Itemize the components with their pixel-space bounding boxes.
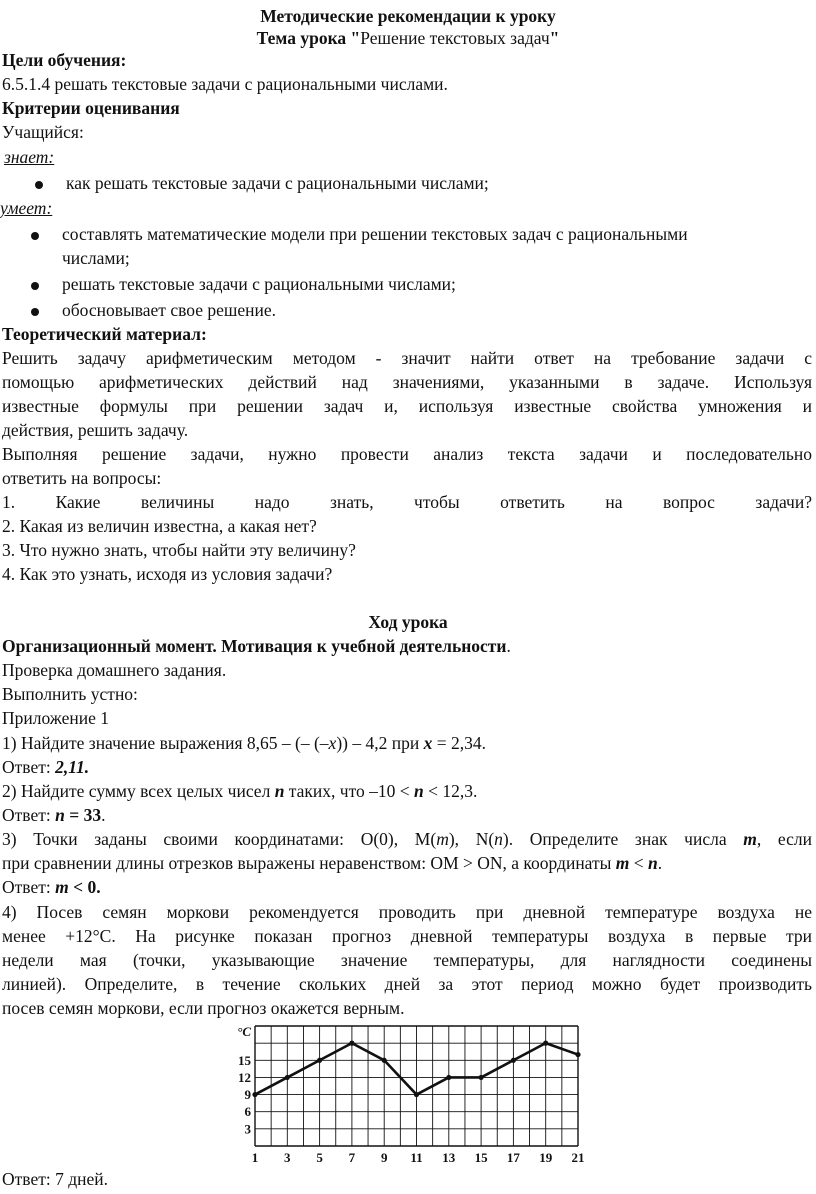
task-3-text: . [657, 853, 663, 873]
variable-n: n [494, 829, 503, 849]
theory-text-line: действия, решить задачу. [2, 420, 189, 440]
theory-text-line: Решить задачу арифметическим методом - значит найти ответ на требование задачи с [2, 348, 812, 368]
bullet-icon [31, 308, 39, 316]
goals-heading: Цели обучения: [2, 50, 127, 70]
data-point [285, 1075, 290, 1080]
criteria-heading: Критерии оценивания [2, 98, 180, 118]
can-item: решать текстовые задачи с рациональными числами; [62, 274, 456, 294]
answer-2 [2, 803, 105, 827]
task-3-text: при сравнении длины отрезков выражены неравенством: OM > ON, а координаты [2, 853, 616, 873]
task-2-text: 2) Найдите сумму всех целых чисел [2, 781, 275, 801]
lesson-heading: Ход урока [368, 612, 448, 632]
variable-x: x [423, 733, 433, 753]
data-point [479, 1075, 484, 1080]
can-label: умеет: [0, 198, 53, 218]
data-point [414, 1092, 419, 1097]
answer-value: < 0. [68, 877, 101, 897]
answer-label: Ответ: [2, 757, 56, 777]
theory-heading: Теоретический материал: [2, 324, 207, 344]
x-tick-label: 5 [316, 1150, 323, 1165]
theory-text-line: помощью арифметических действий над значениями, указанными в задаче. Используя [2, 372, 812, 392]
org-moment-dot: . [506, 636, 511, 656]
task-3-text: , если [756, 829, 812, 849]
lesson-topic [0, 26, 816, 50]
data-point [511, 1058, 516, 1063]
task-1-text: 1) Найдите значение выражения 8,65 – (– (– [2, 733, 329, 753]
y-tick-label: 15 [238, 1052, 251, 1068]
task-4-line: посев семян моркови, если прогноз окажется верным. [2, 998, 405, 1018]
task-3-text: < [629, 853, 649, 873]
variable-x: x [328, 733, 337, 753]
answer-1 [2, 755, 89, 779]
x-tick-label: 15 [474, 1150, 488, 1165]
task-2-text: < 12,3. [423, 781, 478, 801]
theory-text-line: ответить на вопросы: [2, 468, 162, 488]
y-tick-label: 12 [238, 1069, 251, 1085]
task-3-line-2 [2, 851, 662, 875]
can-item: составлять математические модели при решении текстовых задач с рациональными [62, 224, 688, 244]
task-2-text: таких, что –10 < [284, 781, 415, 801]
data-point [382, 1058, 387, 1063]
x-tick-label: 21 [571, 1150, 585, 1165]
bullet-icon [31, 232, 39, 240]
task-4-line: менее +12°C. На рисунке показан прогноз дневной температуры воздуха в первые три [2, 926, 812, 946]
data-point [349, 1041, 354, 1046]
bullet-icon [35, 181, 43, 189]
task-4-line: линией). Определите, в течение скольких дней за этот период можно будет производить [2, 974, 812, 994]
answer-value: = 33 [64, 805, 102, 825]
theory-text-line: известные формулы при решении задач и, используя известные свойства умножения и [2, 396, 812, 416]
data-point [252, 1092, 257, 1097]
bullet-icon [31, 282, 39, 290]
question-1: 1. Какие величины надо знать, чтобы ответить на вопрос задачи? [2, 492, 812, 512]
temperature-chart [220, 1020, 590, 1168]
x-tick-label: 13 [442, 1150, 456, 1165]
question-3: 3. Что нужно знать, чтобы найти эту величину? [2, 540, 356, 560]
data-point [543, 1041, 548, 1046]
answer-value: 2,11. [55, 757, 90, 777]
chart-grid [255, 1026, 578, 1146]
oral-task: Выполнить устно: [2, 684, 138, 704]
x-tick-label: 19 [539, 1150, 553, 1165]
task-4-line: 4) Посев семян моркови рекомендуется проводить при дневной температуре воздуха не [2, 902, 812, 922]
answer-4: Ответ: 7 дней. [2, 1169, 108, 1189]
task-3-line-1 [2, 827, 812, 851]
y-tick-label: 6 [244, 1104, 251, 1120]
org-moment-text: Организационный момент. Мотивация к учебной деятельности [2, 636, 507, 656]
data-point [317, 1058, 322, 1063]
question-2: 2. Какая из величин известна, а какая нет? [2, 516, 317, 536]
task-1-text: )) – 4,2 при [336, 733, 424, 753]
variable-n: n [414, 781, 424, 801]
theory-text-line: Выполняя решение задачи, нужно провести анализ текста задачи и последовательно [2, 444, 812, 464]
answer-label: Ответ: [2, 877, 56, 897]
variable-m: m [615, 853, 630, 873]
goals-item: 6.5.1.4 решать текстовые задачи с рациональными числами. [2, 74, 448, 94]
x-tick-label: 3 [284, 1150, 291, 1165]
data-point [575, 1052, 580, 1057]
answer-3 [2, 875, 101, 899]
variable-m: m [743, 829, 757, 849]
task-3-text: ), N( [448, 829, 495, 849]
variable-n: n [55, 805, 65, 825]
answer-label: Ответ: [2, 805, 56, 825]
x-tick-label: 9 [380, 1150, 388, 1165]
task-3-text: 3) Точки заданы своими координатами: O(0), M( [2, 829, 437, 849]
question-4: 4. Как это узнать, исходя из условия задачи? [2, 564, 333, 584]
task-3-text: ). Определите знак числа [502, 829, 744, 849]
task-1 [2, 731, 486, 755]
variable-m: m [436, 829, 449, 849]
knows-item: как решать текстовые задачи с рациональными числами; [66, 173, 489, 193]
answer-dot: . [101, 805, 106, 825]
appendix-label: Приложение 1 [2, 708, 110, 728]
task-1-text: = 2,34. [432, 733, 486, 753]
variable-m: m [55, 877, 69, 897]
task-4-line: недели мая (точки, указывающие значение температуры, для наглядности соединены [2, 950, 812, 970]
org-moment [2, 634, 511, 658]
variable-n: n [648, 853, 658, 873]
data-point [446, 1075, 451, 1080]
can-item-continuation: числами; [62, 248, 130, 268]
x-tick-label: 7 [348, 1150, 356, 1165]
x-tick-label: 17 [506, 1150, 520, 1165]
variable-n: n [274, 781, 285, 801]
x-tick-label: 1 [251, 1150, 259, 1165]
student-label: Учащийся: [2, 122, 84, 142]
topic-suffix: " [549, 28, 560, 48]
x-tick-label: 11 [410, 1150, 423, 1165]
knows-label: знает: [4, 147, 55, 167]
topic-prefix: Тема урока " [256, 28, 361, 48]
homework-check: Проверка домашнего задания. [2, 660, 227, 680]
y-axis-label: °C [237, 1024, 251, 1039]
can-item: обосновывает свое решение. [62, 300, 276, 320]
document-title: Методические рекомендации к уроку [260, 6, 556, 26]
topic-text: Решение текстовых задач [360, 28, 550, 48]
task-2 [2, 779, 477, 803]
y-tick-label: 3 [244, 1121, 251, 1137]
y-tick-label: 9 [244, 1087, 251, 1103]
